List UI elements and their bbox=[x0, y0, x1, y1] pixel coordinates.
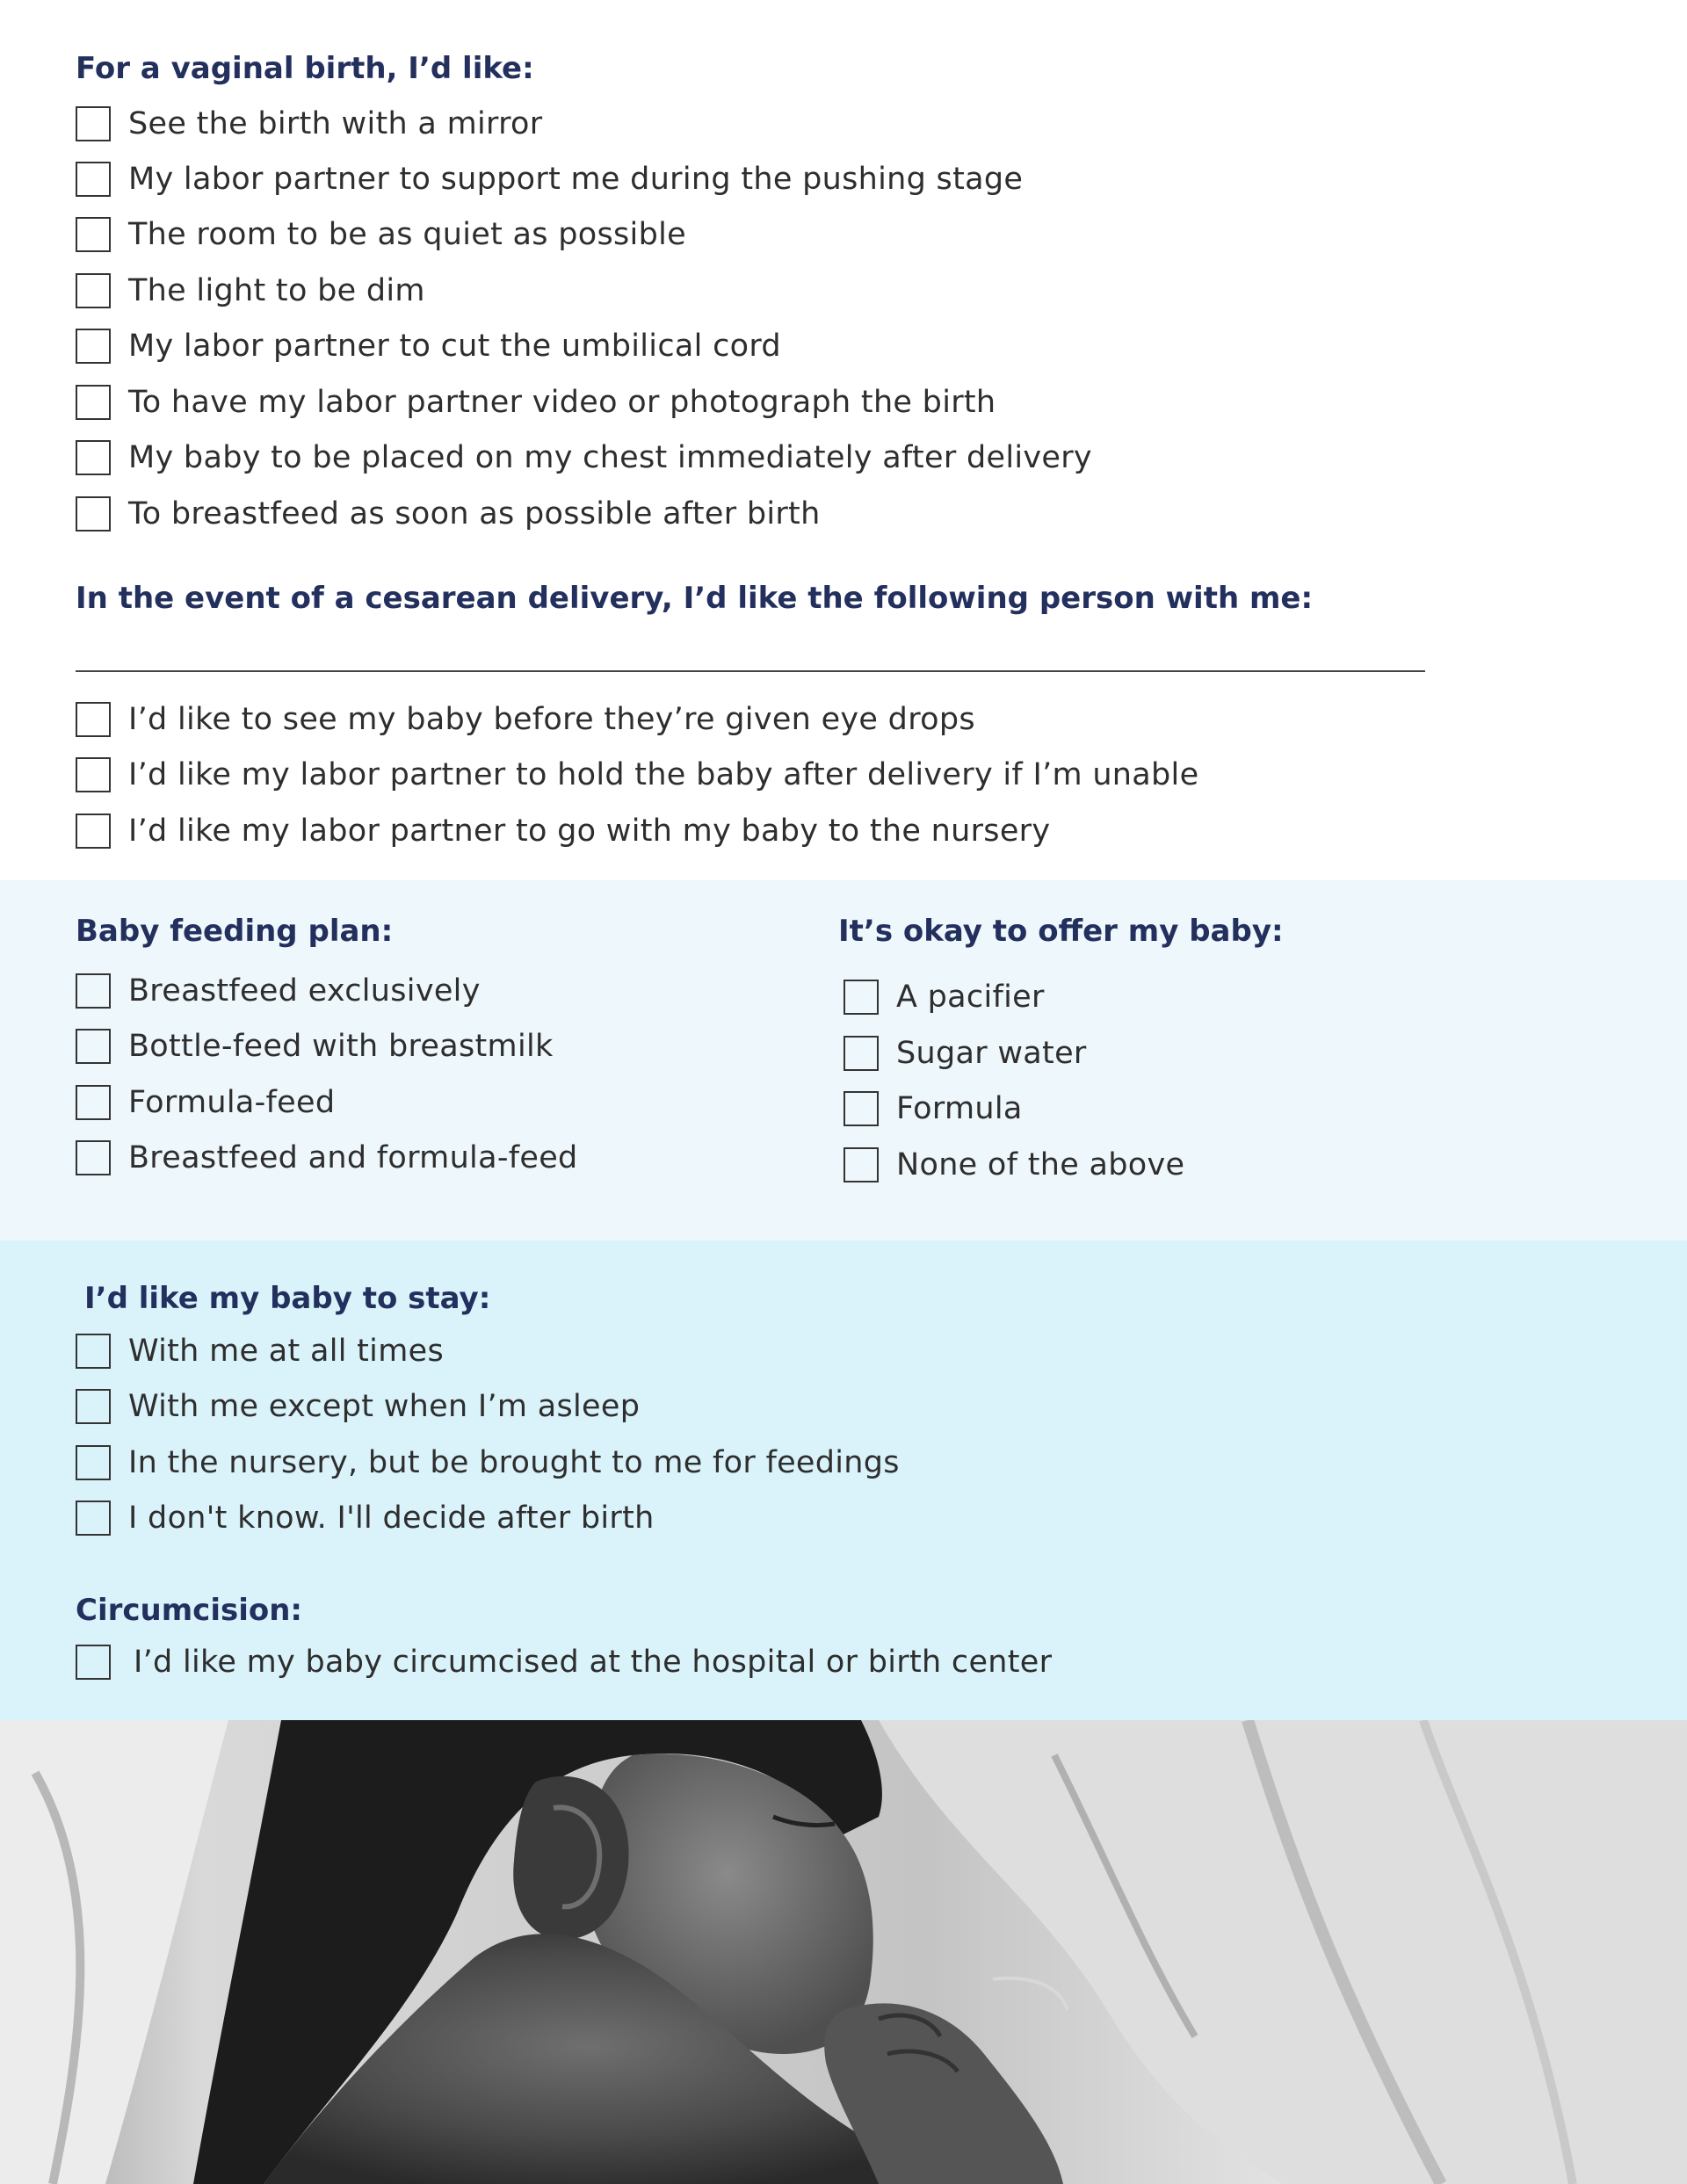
checkbox-label: I’d like to see my baby before they’re given eye drops bbox=[128, 702, 975, 737]
checkbox-label: A pacifier bbox=[896, 980, 1045, 1015]
checkbox[interactable] bbox=[844, 980, 879, 1015]
checkbox-label: My labor partner to support me during the pushing stage bbox=[128, 162, 1024, 197]
checkbox[interactable] bbox=[76, 1389, 111, 1424]
checklist-item[interactable] bbox=[76, 327, 781, 365]
checkbox[interactable] bbox=[76, 385, 111, 420]
checkbox-label: None of the above bbox=[896, 1147, 1185, 1182]
checkbox[interactable] bbox=[76, 1501, 111, 1536]
checkbox-label: Formula bbox=[896, 1091, 1023, 1126]
checkbox-label: In the nursery, but be brought to me for feedings bbox=[128, 1445, 900, 1480]
checkbox-label: Bottle-feed with breastmilk bbox=[128, 1029, 554, 1064]
checkbox[interactable] bbox=[76, 1029, 111, 1064]
checklist-item[interactable] bbox=[76, 1083, 335, 1122]
checklist-item[interactable] bbox=[76, 215, 686, 254]
checkbox-label: With me except when I’m asleep bbox=[128, 1389, 641, 1424]
checkbox[interactable] bbox=[844, 1091, 879, 1126]
checkbox[interactable] bbox=[76, 496, 111, 532]
checkbox-label: The light to be dim bbox=[128, 273, 425, 308]
checkbox-label: See the birth with a mirror bbox=[128, 106, 543, 141]
person-write-in-line[interactable] bbox=[76, 670, 1425, 672]
checkbox-label: My labor partner to cut the umbilical cord bbox=[128, 329, 781, 364]
checklist-item[interactable] bbox=[76, 105, 542, 143]
checklist-item[interactable] bbox=[76, 756, 1198, 794]
sleeping-baby-photo bbox=[0, 1720, 1687, 2184]
checkbox[interactable] bbox=[76, 162, 111, 197]
checkbox-label: To have my labor partner video or photograph the birth bbox=[128, 385, 996, 420]
checkbox[interactable] bbox=[76, 106, 111, 141]
checkbox-label: I’d like my labor partner to hold the baby after delivery if I’m unable bbox=[128, 757, 1199, 792]
checkbox[interactable] bbox=[76, 702, 111, 737]
offer-baby-heading: It’s okay to offer my baby: bbox=[838, 914, 1284, 949]
checklist-item[interactable] bbox=[76, 495, 821, 533]
checkbox-label: I’d like my labor partner to go with my baby to the nursery bbox=[128, 814, 1051, 849]
checkbox[interactable] bbox=[76, 814, 111, 849]
checkbox[interactable] bbox=[76, 217, 111, 252]
checkbox[interactable] bbox=[76, 973, 111, 1009]
checklist-item[interactable] bbox=[844, 1034, 1087, 1073]
checkbox[interactable] bbox=[76, 757, 111, 792]
checklist-item[interactable] bbox=[844, 1089, 1023, 1128]
checklist-item[interactable] bbox=[76, 1643, 1052, 1681]
feeding-plan-heading: Baby feeding plan: bbox=[76, 914, 394, 949]
checkbox-label: To breastfeed as soon as possible after birth bbox=[128, 496, 821, 532]
checkbox[interactable] bbox=[76, 1085, 111, 1120]
checklist-item[interactable] bbox=[76, 383, 996, 422]
vaginal-birth-heading: For a vaginal birth, I’d like: bbox=[76, 51, 534, 86]
checkbox[interactable] bbox=[76, 273, 111, 308]
checklist-item[interactable] bbox=[76, 160, 1023, 199]
checklist-item[interactable] bbox=[844, 978, 1045, 1016]
checkbox-label: I’d like my baby circumcised at the hospital or birth center bbox=[134, 1645, 1053, 1680]
checkbox-label: Formula-feed bbox=[128, 1085, 336, 1120]
checklist-item[interactable] bbox=[76, 1139, 578, 1177]
checklist-item[interactable] bbox=[76, 1387, 640, 1426]
checklist-item[interactable] bbox=[76, 812, 1050, 850]
checkbox-label: With me at all times bbox=[128, 1334, 444, 1369]
checkbox[interactable] bbox=[76, 1334, 111, 1369]
checkbox-label: I don't know. I'll decide after birth bbox=[128, 1501, 655, 1536]
checklist-item[interactable] bbox=[76, 1332, 444, 1370]
checklist-item[interactable] bbox=[76, 1443, 900, 1482]
checklist-item[interactable] bbox=[76, 438, 1092, 477]
checkbox[interactable] bbox=[76, 329, 111, 364]
checkbox[interactable] bbox=[844, 1036, 879, 1071]
circumcision-heading: Circumcision: bbox=[76, 1593, 303, 1628]
checklist-item[interactable] bbox=[76, 271, 425, 310]
checkbox[interactable] bbox=[76, 1445, 111, 1480]
checkbox-label: The room to be as quiet as possible bbox=[128, 217, 686, 252]
checklist-item[interactable] bbox=[76, 972, 481, 1010]
checkbox-label: My baby to be placed on my chest immediately after delivery bbox=[128, 440, 1092, 475]
checkbox-label: Breastfeed and formula-feed bbox=[128, 1140, 578, 1175]
checkbox[interactable] bbox=[76, 1645, 111, 1680]
checkbox[interactable] bbox=[76, 440, 111, 475]
checkbox-label: Sugar water bbox=[896, 1036, 1087, 1071]
cesarean-heading: In the event of a cesarean delivery, I’d like the following person with me: bbox=[76, 581, 1314, 616]
checkbox[interactable] bbox=[844, 1147, 879, 1182]
checklist-item[interactable] bbox=[76, 1499, 655, 1537]
checkbox-label: Breastfeed exclusively bbox=[128, 973, 481, 1009]
checklist-item[interactable] bbox=[844, 1146, 1184, 1184]
checklist-item[interactable] bbox=[76, 700, 975, 739]
checklist-item[interactable] bbox=[76, 1027, 554, 1066]
checkbox[interactable] bbox=[76, 1140, 111, 1175]
baby-stay-heading: I’d like my baby to stay: bbox=[84, 1281, 491, 1316]
